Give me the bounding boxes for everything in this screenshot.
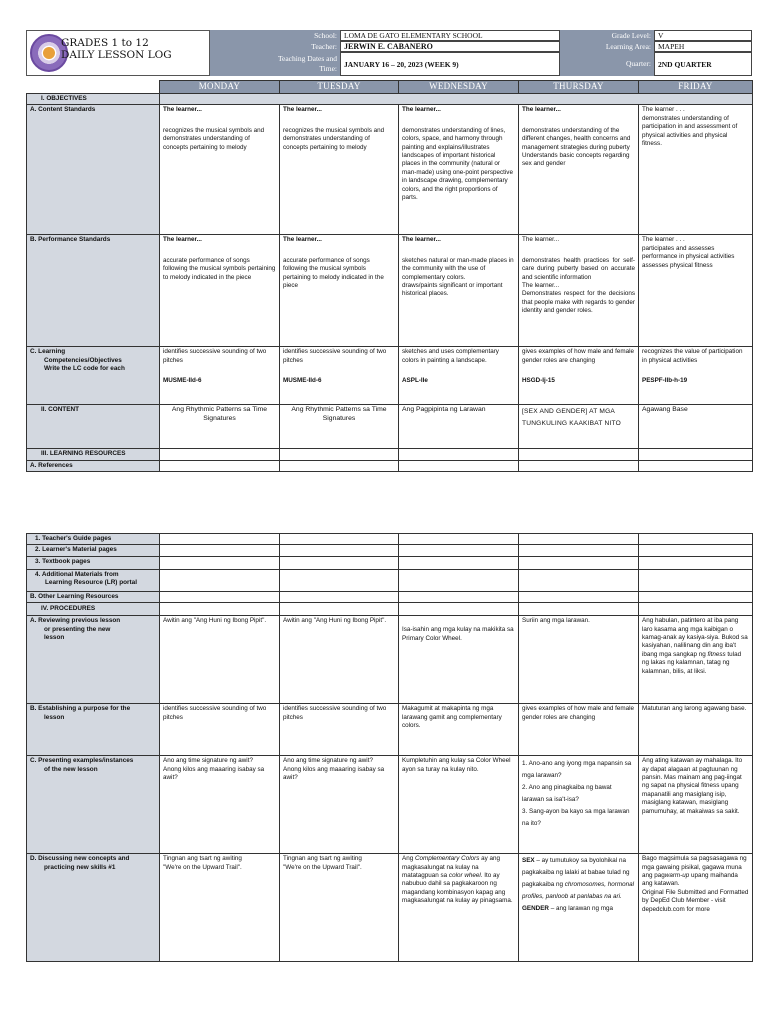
quarter-value: 2ND QUARTER	[654, 52, 752, 76]
competencies-thu: gives examples of how male and female gender roles are changing HSGD-Ij-15	[519, 347, 639, 405]
area-label: Learning Area:	[560, 41, 654, 52]
objectives-label: I. OBJECTIVES	[27, 94, 160, 105]
content-standards-tue: The learner... recognizes the musical symbols and demonstrates understanding of concepts pertaining to melody	[280, 105, 399, 235]
page-2	[0, 530, 768, 1024]
area-value: MAPEH	[654, 41, 752, 52]
content-mon: Ang Rhythmic Patterns sa Time Signatures	[160, 405, 280, 449]
performance-standards-row	[27, 235, 753, 347]
dll-header	[26, 30, 752, 76]
proc-d-fri: Bago magsimula sa pagsasagawa ng mga gawaing pisikal, gagawa muna ang pagwarm-up upang maihanda ang katawan. Original File Submitted and Formatted by DepEd Club Member - visit depedclub.com for more	[639, 854, 753, 962]
proc-b-tue: identifies successive sounding of two pitches	[280, 704, 399, 756]
proc-c-row	[27, 756, 753, 854]
school-label: School:	[210, 30, 340, 41]
performance-standards-mon: The learner... accurate performance of songs following the musical symbols pertaining to melody indicated in the piece	[160, 235, 280, 347]
dll-table-page-2	[26, 533, 753, 962]
content-wed: Ang Pagpipinta ng Larawan	[399, 405, 519, 449]
day-header-wednesday: WEDNESDAY	[399, 81, 519, 94]
header-info-grid	[210, 30, 752, 76]
proc-d-wed: Ang Complementary Colors ay ang magkasalungat na kulay na matatagpuan sa color wheel. Ito ay nabubuo dahil sa pagkakaroon ng magandang kombinasyon kapag ang magkasalungat na kulay ay pinagsama.	[399, 854, 519, 962]
dll-table-page-1	[26, 80, 753, 472]
teacher-value: JERWIN E. CABANERO	[340, 41, 560, 52]
proc-a-fri: Ang habulan, patintero at iba pang laro kasama ang mga kaibigan o kamag-anak ay kasiya-siya. Bukod sa kasiyahan, nalilinang din ang iba't ibang mga sangkap ng fitness tulad ng lakas ng kalamnan, tatag ng kalamnan, bilis, at liksi.	[639, 616, 753, 704]
tb-pages-label: 3. Textbook pages	[27, 556, 160, 569]
competencies-mon: identifies successive sounding of two pitches MUSME-IId-6	[160, 347, 280, 405]
content-standards-mon: The learner... recognizes the musical symbols and demonstrates understanding of concepts pertaining to melody	[160, 105, 280, 235]
proc-b-thu: gives examples of how male and female gender roles are changing	[519, 704, 639, 756]
tg-pages-label: 1. Teacher's Guide pages	[27, 534, 160, 545]
content-tue: Ang Rhythmic Patterns sa Time Signatures	[280, 405, 399, 449]
content-standards-fri: The learner . . . demonstrates understanding of participation in and assessment of physical activities and physical fitness.	[639, 105, 753, 235]
teacher-label: Teacher:	[210, 41, 340, 52]
performance-standards-tue: The learner... accurate performance of songs following the musical symbols pertaining to melody indicated in the piece	[280, 235, 399, 347]
competencies-row	[27, 347, 753, 405]
proc-d-thu: SEX – ay tumutukoy sa byolohikal na pagkakaiba ng lalaki at babae tulad ng pagkakaiba ng chromosomes, hormonal profiles, panloob at panlabas na ari. GENDER – ang larawan ng mga	[519, 854, 639, 962]
references-label: A. References	[27, 460, 160, 471]
proc-a-wed: Isa-isahin ang mga kulay na makikita sa Primary Color Wheel.	[399, 616, 519, 704]
proc-d-mon: Tingnan ang tsart ng awiting "We're on the Upward Trail".	[160, 854, 280, 962]
content-label: II. CONTENT	[27, 405, 160, 449]
procedures-label: IV. PROCEDURES	[27, 603, 160, 616]
proc-d-row	[27, 854, 753, 962]
content-standards-label: A. Content Standards	[27, 105, 160, 235]
proc-b-wed: Makagumit at makapinta ng mga larawang gamit ang complementary colors.	[399, 704, 519, 756]
content-standards-row	[27, 105, 753, 235]
day-header-tuesday: TUESDAY	[280, 81, 399, 94]
logo-title-grades: GRADES 1 to 12	[61, 37, 149, 49]
proc-a-mon: Awitin ang "Ang Huni ng Ibong Pipit".	[160, 616, 280, 704]
performance-standards-label: B. Performance Standards	[27, 235, 160, 347]
performance-standards-thu: The learner... demonstrates health practices for self-care during puberty based on accurate and scientific information The learner... Demonstrates respect for the decisions that people make with regards to gender identity and gender roles.	[519, 235, 639, 347]
logo-title-dll: DAILY LESSON LOG	[61, 49, 172, 61]
grade-value: V	[654, 30, 752, 41]
proc-b-fri: Matuturan ang larong agawang base.	[639, 704, 753, 756]
proc-c-fri: Ang ating katawan ay mahalaga. Ito ay dapat alagaan at pagtuunan ng pansin. Mas mainam ang pag-iingat ng sapat na physical fitness upang mapanatili ang masiglang isip, masiglang katawan, masiglang pamumuhay, at makaiwas sa sakit.	[639, 756, 753, 854]
content-row	[27, 405, 753, 449]
content-standards-thu: The learner... demonstrates understanding of the different changes, health concerns and management strategies during puberty Understands basic concepts regarding sex and gender	[519, 105, 639, 235]
content-thu: [SEX AND GENDER] AT MGA TUNGKULING KAAKIBAT NITO	[519, 405, 639, 449]
proc-c-tue: Ano ang time signature ng awit? Anong kilos ang maaaring isabay sa awit?	[280, 756, 399, 854]
competencies-wed: sketches and uses complementary colors in painting a landscape. ASPL-IIe	[399, 347, 519, 405]
proc-a-label: A. Reviewing previous lesson or presenting the new lesson	[27, 616, 160, 704]
quarter-label: Quarter:	[560, 52, 654, 76]
content-fri: Agawang Base	[639, 405, 753, 449]
other-resources-label: B. Other Learning Resources	[27, 591, 160, 602]
proc-d-label: D. Discussing new concepts and practicing new skills #1	[27, 854, 160, 962]
proc-c-thu: 1. Ano-ano ang iyong mga napansin sa mga larawan? 2. Ano ang pinagkaiba ng bawat larawan sa isa't-isa? 3. Sang-ayon ba kayo sa mga larawan na ito?	[519, 756, 639, 854]
proc-c-wed: Kumpletuhin ang kulay sa Color Wheel ayon sa turay na kulay nito.	[399, 756, 519, 854]
page-1	[0, 0, 768, 470]
dates-label: Teaching Dates and Time:	[210, 52, 340, 76]
lm-pages-label: 2. Learner's Material pages	[27, 545, 160, 556]
proc-d-tue: Tingnan ang tsart ng awiting "We're on the Upward Trail".	[280, 854, 399, 962]
proc-b-mon: identifies successive sounding of two pitches	[160, 704, 280, 756]
proc-c-mon: Ano ang time signature ng awit? Anong kilos ang maaaring isabay sa awit?	[160, 756, 280, 854]
resources-label: III. LEARNING RESOURCES	[27, 449, 160, 460]
performance-standards-wed: The learner... sketches natural or man-made places in the community with the use of complementary colors. draws/paints significant or important historical places.	[399, 235, 519, 347]
competencies-fri: recognizes the value of participation in physical activities PESPF-IIb-h-19	[639, 347, 753, 405]
day-header-monday: MONDAY	[160, 81, 280, 94]
day-header-thursday: THURSDAY	[519, 81, 639, 94]
grade-label: Grade Level:	[560, 30, 654, 41]
lr-portal-label: 4. Additional Materials from Learning Resource (LR) portal	[27, 569, 160, 591]
logo-box	[26, 30, 210, 76]
day-header-friday: FRIDAY	[639, 81, 753, 94]
proc-a-row	[27, 616, 753, 704]
content-standards-wed: The learner... demonstrates understanding of lines, colors, space, and harmony through painting and explains/illustrates landscapes of important historical places in the community (natural or man-made) using one-point perspective in landscape drawing, complementary colors, and the right proportions of parts.	[399, 105, 519, 235]
proc-a-thu: Suriin ang mga larawan.	[519, 616, 639, 704]
proc-b-label: B. Establishing a purpose for the lesson	[27, 704, 160, 756]
performance-standards-fri: The learner . . . participates and assesses performance in physical activities assesses physical fitness	[639, 235, 753, 347]
competencies-label: C. Learning Competencies/Objectives Write the LC code for each	[27, 347, 160, 405]
proc-b-row	[27, 704, 753, 756]
proc-c-label: C. Presenting examples/instances of the new lesson	[27, 756, 160, 854]
school-value: LOMA DE GATO ELEMENTARY SCHOOL	[340, 30, 560, 41]
competencies-tue: identifies successive sounding of two pitches MUSME-IId-6	[280, 347, 399, 405]
dates-value: JANUARY 16 – 20, 2023 (WEEK 9)	[340, 52, 560, 76]
proc-a-tue: Awitin ang "Ang Huni ng Ibong Pipit".	[280, 616, 399, 704]
